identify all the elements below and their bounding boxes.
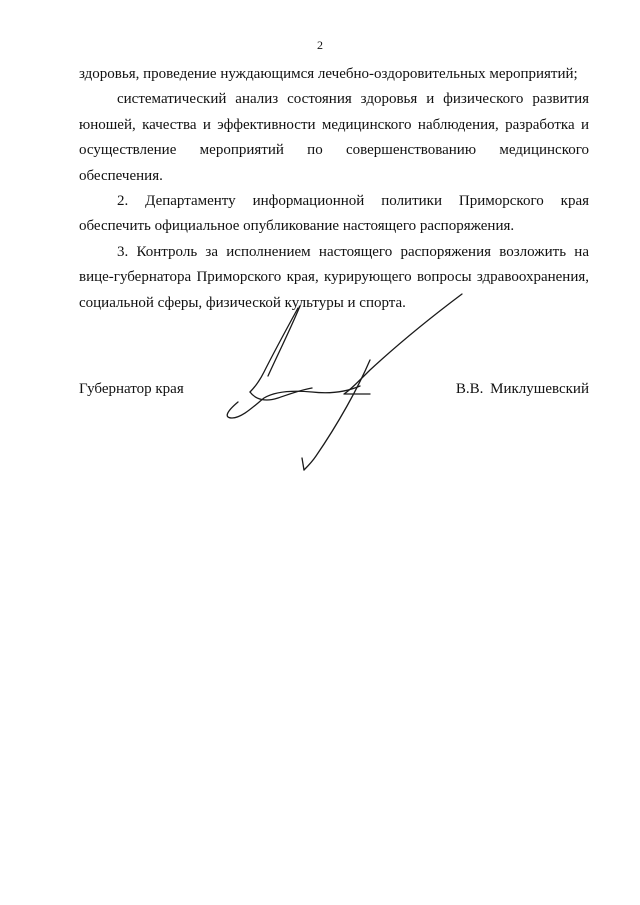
signatory-role: Губернатор края xyxy=(79,381,184,397)
text-line: систематический анализ состояния здоровья и физического развития xyxy=(117,91,589,108)
paragraph-analysis xyxy=(79,87,589,189)
signature-stroke xyxy=(250,308,298,392)
text-line: юношей, качества и эффективности медицинского наблюдения, разработка и xyxy=(79,116,589,133)
text-line: здоровья, проведение нуждающимся лечебно-оздоровительных мероприятий; xyxy=(79,66,578,82)
signature-stroke xyxy=(302,458,304,470)
signatory-name: В.В. Миклушевский xyxy=(455,381,589,397)
paragraph-continuation xyxy=(79,62,589,87)
text-line: 2. Департаменту информационной политики Приморского края xyxy=(117,193,589,210)
paragraph-item-2 xyxy=(79,189,589,240)
text-line: обеспечить официальное опубликование настоящего распоряжения. xyxy=(79,218,515,235)
signature-stroke xyxy=(304,360,370,470)
text-line: вице-губернатора Приморского края, курирующего вопросы здравоохранения, xyxy=(79,269,589,286)
text-line: обеспечения. xyxy=(79,167,163,184)
text-line: социальной сферы, физической культуры и спорта. xyxy=(79,294,406,311)
page-number: 2 xyxy=(317,38,323,52)
text-line: осуществление мероприятий по совершенствованию медицинского xyxy=(79,142,589,159)
signature-block xyxy=(79,381,589,411)
handwritten-signature xyxy=(220,268,470,478)
signature-stroke xyxy=(268,306,300,376)
text-line: 3. Контроль за исполнением настоящего распоряжения возложить на xyxy=(117,243,589,260)
